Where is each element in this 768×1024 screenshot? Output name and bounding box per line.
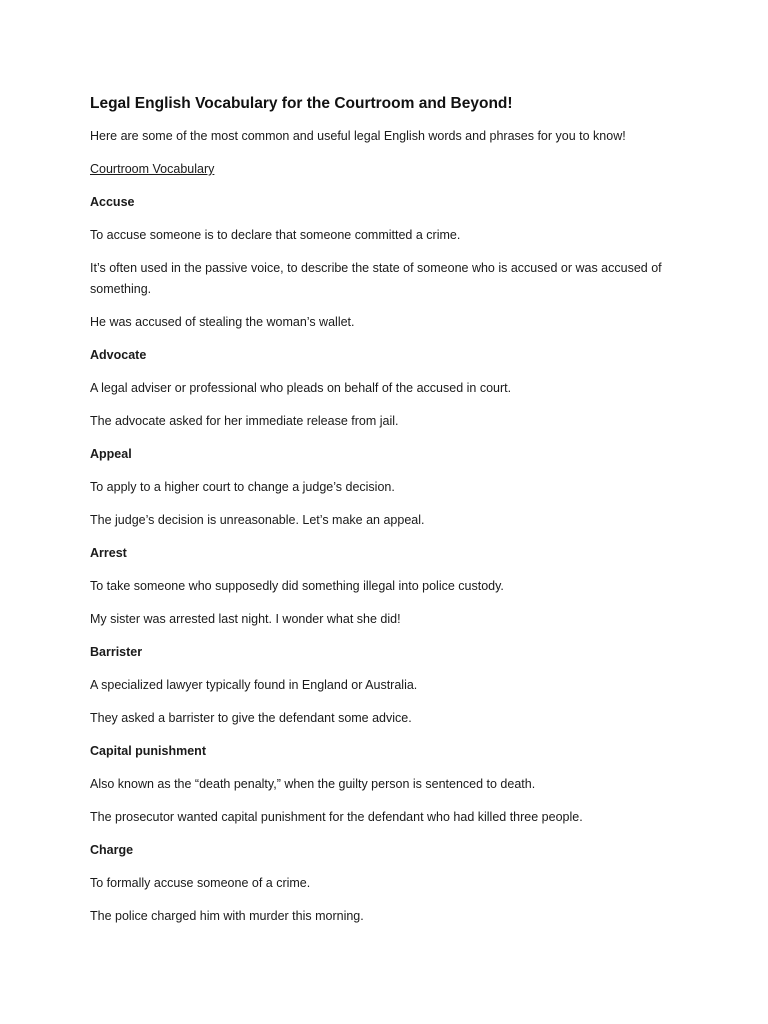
definition-line: A specialized lawyer typically found in England or Australia.	[90, 678, 418, 692]
definition-line: To apply to a higher court to change a judge’s decision.	[90, 480, 395, 494]
term-barrister: Barrister	[90, 645, 143, 659]
term-capital-punishment: Capital punishment	[90, 744, 206, 758]
definition-line: A legal adviser or professional who pleads on behalf of the accused in court.	[90, 381, 512, 395]
example-line: The advocate asked for her immediate release from jail.	[90, 414, 399, 428]
definition-line: Also known as the “death penalty,” when the guilty person is sentenced to death.	[90, 777, 536, 791]
definition-line: To accuse someone is to declare that someone committed a crime.	[90, 228, 461, 242]
example-line: My sister was arrested last night. I wonder what she did!	[90, 612, 401, 626]
term-advocate: Advocate	[90, 348, 147, 362]
term-accuse: Accuse	[90, 195, 135, 209]
definition-line: To take someone who supposedly did something illegal into police custody.	[90, 579, 504, 593]
term-appeal: Appeal	[90, 447, 132, 461]
example-line: They asked a barrister to give the defendant some advice.	[90, 711, 412, 725]
document-title: Legal English Vocabulary for the Courtroom and Beyond!	[90, 95, 513, 112]
example-line: The judge’s decision is unreasonable. Let’s make an appeal.	[90, 513, 425, 527]
document-page	[90, 94, 690, 927]
section-heading: Courtroom Vocabulary	[90, 162, 215, 176]
definition-line: To formally accuse someone of a crime.	[90, 876, 311, 890]
term-charge: Charge	[90, 843, 134, 857]
example-line: The prosecutor wanted capital punishment for the defendant who had killed three people.	[90, 810, 583, 824]
example-line: He was accused of stealing the woman’s wallet.	[90, 315, 355, 329]
term-arrest: Arrest	[90, 546, 127, 560]
intro-paragraph: Here are some of the most common and useful legal English words and phrases for you to know!	[90, 129, 626, 143]
example-line: The police charged him with murder this morning.	[90, 909, 364, 923]
definition-line: It’s often used in the passive voice, to describe the state of someone who is accused or was accused of something.	[90, 261, 662, 296]
